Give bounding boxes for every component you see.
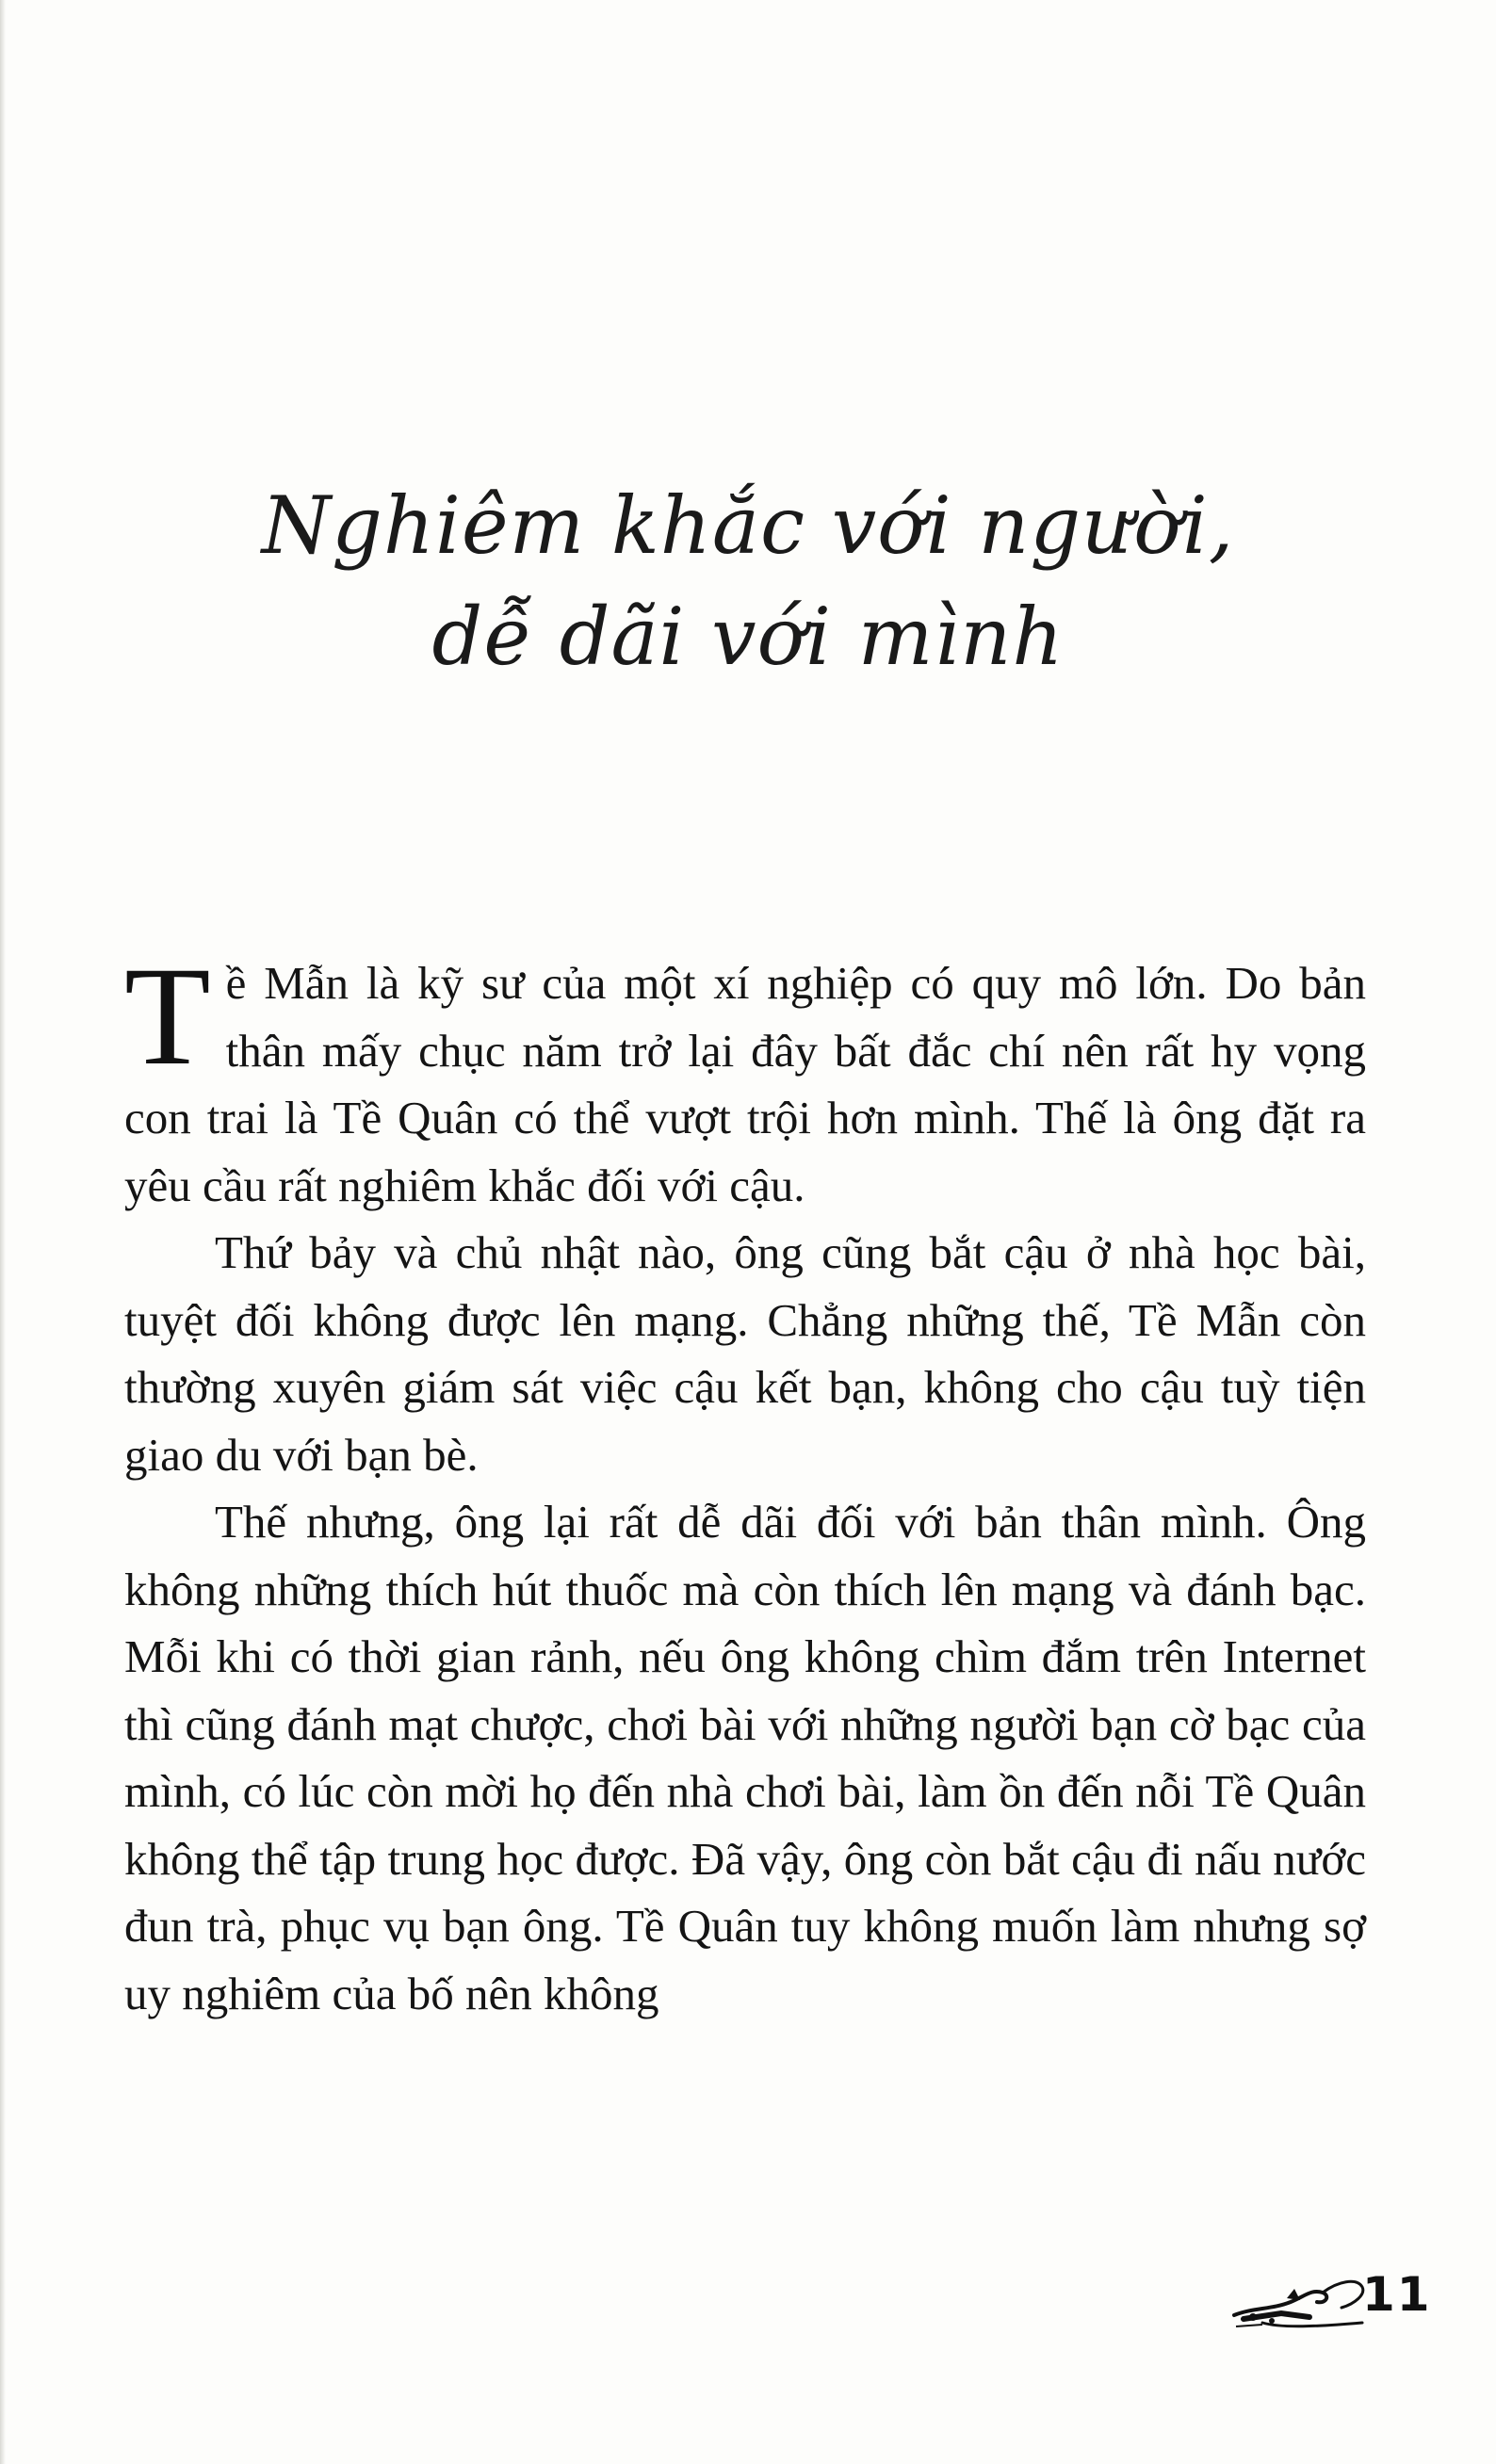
page-footer <box>1225 2261 1432 2336</box>
decorative-flourish-icon <box>1225 2261 1366 2336</box>
paragraph-1 <box>124 938 1366 1219</box>
paragraph-2: Thứ bảy và chủ nhật nào, ông cũng bắt cậu ở nhà học bài, tuyệt đối không được lên mạng. Chẳng những thế, Tề Mẫn còn thường xuyên giám sát việc cậu kết bạn, không cho cậu tuỳ tiện giao du với bạn bè. <box>124 1226 1366 1481</box>
chapter-title <box>0 471 1496 691</box>
drop-cap: T <box>124 938 211 1094</box>
paragraph-3: Thế nhưng, ông lại rất dễ dãi đối với bản thân mình. Ông không những thích hút thuốc mà còn thích lên mạng và đánh bạc. Mỗi khi có thời gian rảnh, nếu ông không chìm đắm trên Internet thì cũng đánh mạt chược, chơi bài với những người bạn cờ bạc của mình, có lúc còn mời họ đến nhà chơi bài, làm ồn đến nỗi Tề Quân không thể tập trung học được. Đã vậy, ông còn bắt cậu đi nấu nước đun trà, phục vụ bạn ông. Tề Quân tuy không muốn làm nhưng sợ uy nghiêm của bố nên không <box>124 1496 1366 2019</box>
page-number: 11 <box>1362 2267 1432 2322</box>
chapter-title-line-1: Nghiêm khắc với người, <box>261 479 1235 572</box>
chapter-title-line-2: dễ dãi với mình <box>431 591 1065 683</box>
page-edge-shadow <box>0 0 6 2464</box>
paragraph-1-text: ề Mẫn là kỹ sư của một xí nghiệp có quy mô lớn. Do bản thân mấy chục năm trở lại đây bất đắc chí nên rất hy vọng con trai là Tề Quân có thể vượt trội hơn mình. Thế là ông đặt ra yêu cầu rất nghiêm khắc đối với cậu. <box>124 957 1366 1211</box>
body-text <box>124 938 1366 2027</box>
